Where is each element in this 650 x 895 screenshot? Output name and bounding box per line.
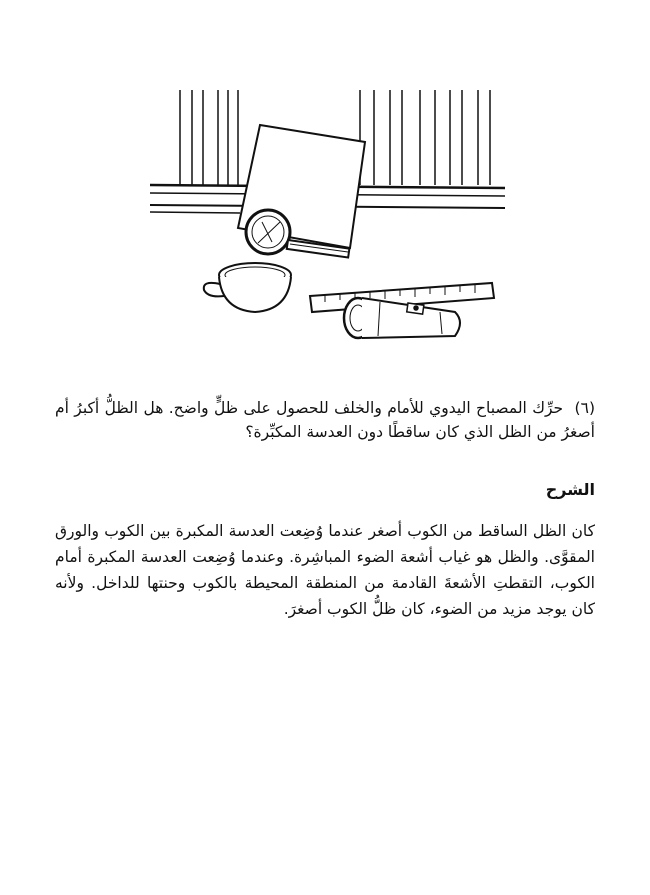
question-number: (٦) — [574, 399, 595, 417]
explanation-paragraph: كان الظل الساقط من الكوب أصغر عندما وُضِعت العدسة المكبرة بين الكوب والورق المقوَّى. والظل هو غياب أشعة الضوء المباشِرة. وعندما وُضِعت العدسة المكبرة أمام الكوب، التقطتِ الأشعةَ القادمة من المنطقة المحيطة بالكوب وحنتها للداخل. ولأنه كان يوجد مزيد من الضوء، كان ظلُّ الكوب أصغرَ. — [55, 522, 595, 618]
experiment-illustration — [140, 80, 520, 350]
cup — [204, 263, 291, 312]
explanation-heading: الشرح — [545, 480, 595, 499]
flashlight — [344, 298, 460, 338]
question-paragraph — [55, 396, 595, 444]
question-text: حرِّك المصباح اليدوي للأمام والخلف للحصول على ظلٍّ واضح. هل الظلُّ أكبرُ أم أصغرُ من الظل الذي كان ساقطًا دون العدسة المكبِّرة؟ — [55, 399, 595, 441]
